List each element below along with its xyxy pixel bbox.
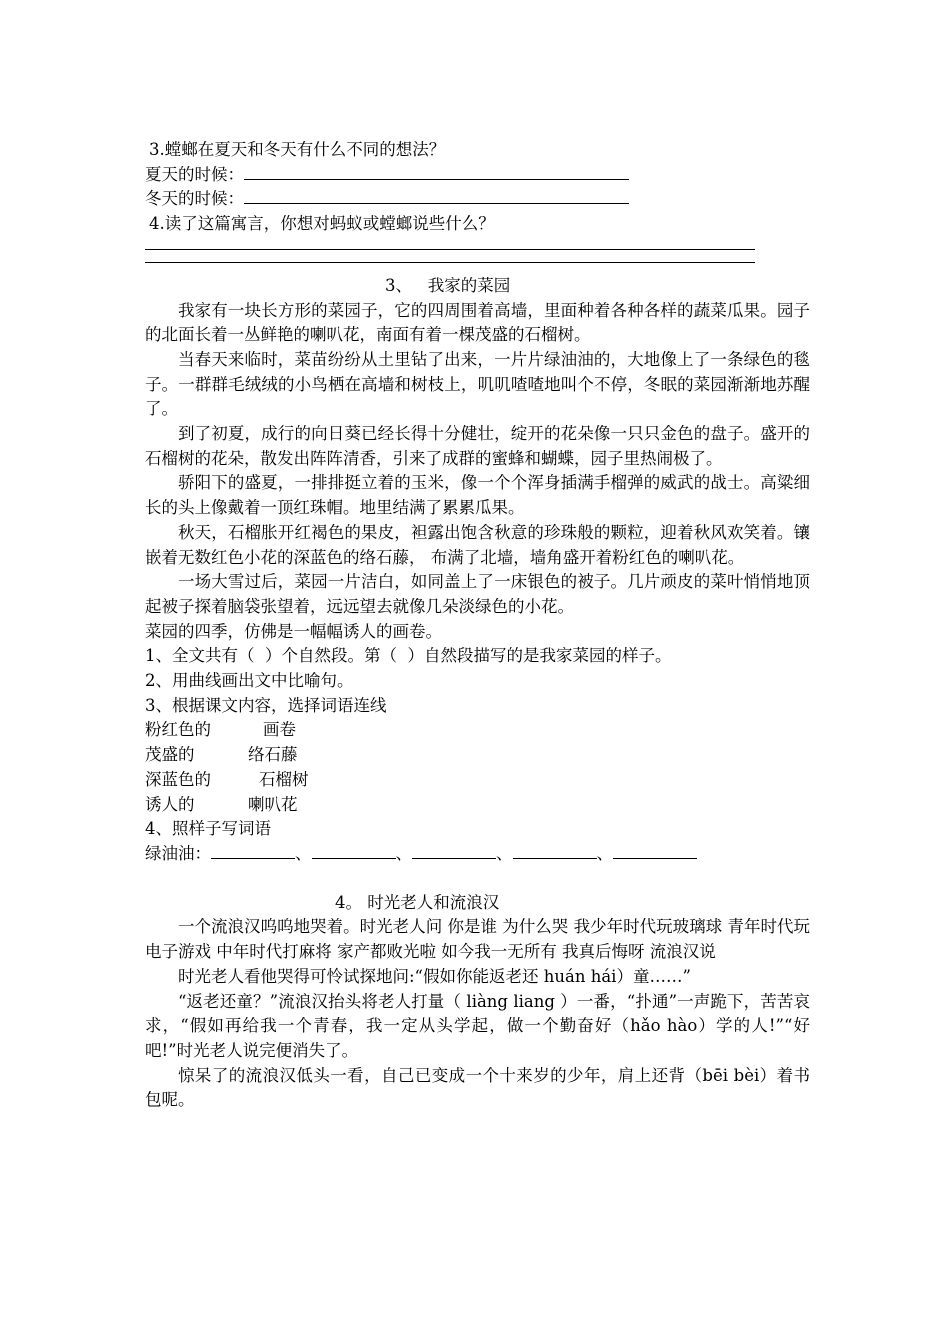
s4-paragraph-4: 惊呆了的流浪汉低头一看，自己已变成一个十来岁的少年，肩上还背（bēi bèi）着书包呢。 <box>145 1065 810 1110</box>
s4-paragraph-1: 一个流浪汉呜呜地哭着。时光老人问 你是谁 为什么哭 我少年时代玩玻璃球 青年时代玩电子游戏 中年时代打麻将 家产都败光啦 如今我一无所有 我真后悔呀 流浪汉说 <box>145 917 810 962</box>
match-left-word[interactable]: 茂盛的 <box>145 745 195 765</box>
separator: 、 <box>295 843 312 863</box>
s3-paragraph-5: 秋天，石榴胀开红褐色的果皮，袒露出饱含秋意的珍珠般的颗粒，迎着秋风欢笑着。镶嵌着无数红色小花的深蓝色的络石藤， 布满了北墙，墙角盛开着粉红色的喇叭花。 <box>145 522 810 567</box>
word-blank-1[interactable] <box>211 842 295 859</box>
s3-closing-line: 菜园的四季，仿佛是一幅幅诱人的画卷。 <box>145 621 442 641</box>
s3-paragraph-3: 到了初夏，成行的向日葵已经长得十分健壮，绽开的花朵像一只只金色的盘子。盛开的石榴树的花朵，散发出阵阵清香，引来了成群的蜜蜂和蝴蝶，园子里热闹极了。 <box>145 424 810 468</box>
match-right-word[interactable]: 石榴树 <box>259 769 309 789</box>
word-blank-5[interactable] <box>613 842 697 859</box>
s3-paragraph-4: 骄阳下的盛夏，一排排挺立着的玉米，像一个个浑身插满手榴弹的威武的战士。高粱细长的头上像戴着一顶红珠帽。地里结满了累累瓜果。 <box>145 473 810 518</box>
question-3-mantis: 3.螳螂在夏天和冬天有什么不同的想法？ <box>149 140 446 159</box>
match-row-1 <box>145 718 810 743</box>
match-left-word[interactable]: 粉红色的 <box>145 720 211 740</box>
word-blank-3[interactable] <box>412 842 496 859</box>
s3-question-1: 1、全文共有（ ）个自然段。第（ ）自然段描写的是我家菜园的样子。 <box>145 646 672 666</box>
s4-paragraph-2: 时光老人看他哭得可怜试探地问:“假如你能返老还 huán hái）童……” <box>178 966 691 986</box>
worksheet-page <box>145 138 810 1113</box>
match-left-word[interactable]: 诱人的 <box>145 794 195 814</box>
separator: 、 <box>596 843 613 863</box>
match-right-word[interactable]: 络石藤 <box>248 745 298 765</box>
word-example-row <box>145 842 810 867</box>
s4-paragraph-3: “返老还童？”流浪汉抬头将老人打量（ liàng liang ）一番，“扑通”一声跪下，苦苦哀求，“假如再给我一个青春，我一定从头学起，做一个勤奋好（hǎo hào）学的人!”“好吧!”时光老人说完便消失了。 <box>145 991 810 1060</box>
match-row-2 <box>145 743 810 768</box>
s3-question-3: 3、根据课文内容，选择词语连线 <box>145 695 387 715</box>
separator: 、 <box>496 843 513 863</box>
s3-paragraph-6: 一场大雪过后，菜园一片洁白，如同盖上了一床银色的被子。几片顽皮的菜叶悄悄地顶起被子探着脑袋张望着，远远望去就像几朵淡绿色的小花。 <box>145 572 810 616</box>
word-blank-2[interactable] <box>312 842 396 859</box>
winter-answer-row <box>145 187 810 212</box>
reflection-answer-line-2[interactable] <box>145 262 755 263</box>
s3-paragraph-1: 我家有一块长方形的菜园子，它的四周围着高墙，里面种着各种各样的蔬菜瓜果。园子的北面长着一丛鲜艳的喇叭花，南面有着一棵茂盛的石榴树。 <box>145 300 810 345</box>
word-example: 绿油油： <box>145 843 211 863</box>
s3-paragraph-2: 当春天来临时，菜苗纷纷从土里钻了出来，一片片绿油油的，大地像上了一条绿色的毯子。一群群毛绒绒的小鸟栖在高墙和树枝上，叽叽喳喳地叫个不停，冬眠的菜园渐渐地苏醒了。 <box>145 349 810 419</box>
section-4-title: 4。 时光老人和流浪汉 <box>335 892 500 912</box>
summer-answer-blank[interactable] <box>244 163 629 180</box>
word-blank-4[interactable] <box>513 842 597 859</box>
summer-answer-row <box>145 163 810 188</box>
winter-label: 冬天的时候： <box>145 189 244 209</box>
summer-label: 夏天的时候： <box>145 164 244 184</box>
s3-question-2: 2、用曲线画出文中比喻句。 <box>145 671 354 691</box>
s3-question-4: 4、照样子写词语 <box>145 819 271 839</box>
match-row-3 <box>145 768 810 793</box>
match-row-4 <box>145 793 810 818</box>
reflection-answer-line-1[interactable] <box>145 249 755 250</box>
question-4-reflection: 4.读了这篇寓言，你想对蚂蚁或螳螂说些什么？ <box>149 214 495 234</box>
winter-answer-blank[interactable] <box>244 187 629 204</box>
separator: 、 <box>395 843 412 863</box>
match-right-word[interactable]: 喇叭花 <box>248 794 298 814</box>
section-3-title: 3、 我家的菜园 <box>385 275 511 295</box>
match-left-word[interactable]: 深蓝色的 <box>145 769 211 789</box>
match-right-word[interactable]: 画卷 <box>263 720 296 740</box>
